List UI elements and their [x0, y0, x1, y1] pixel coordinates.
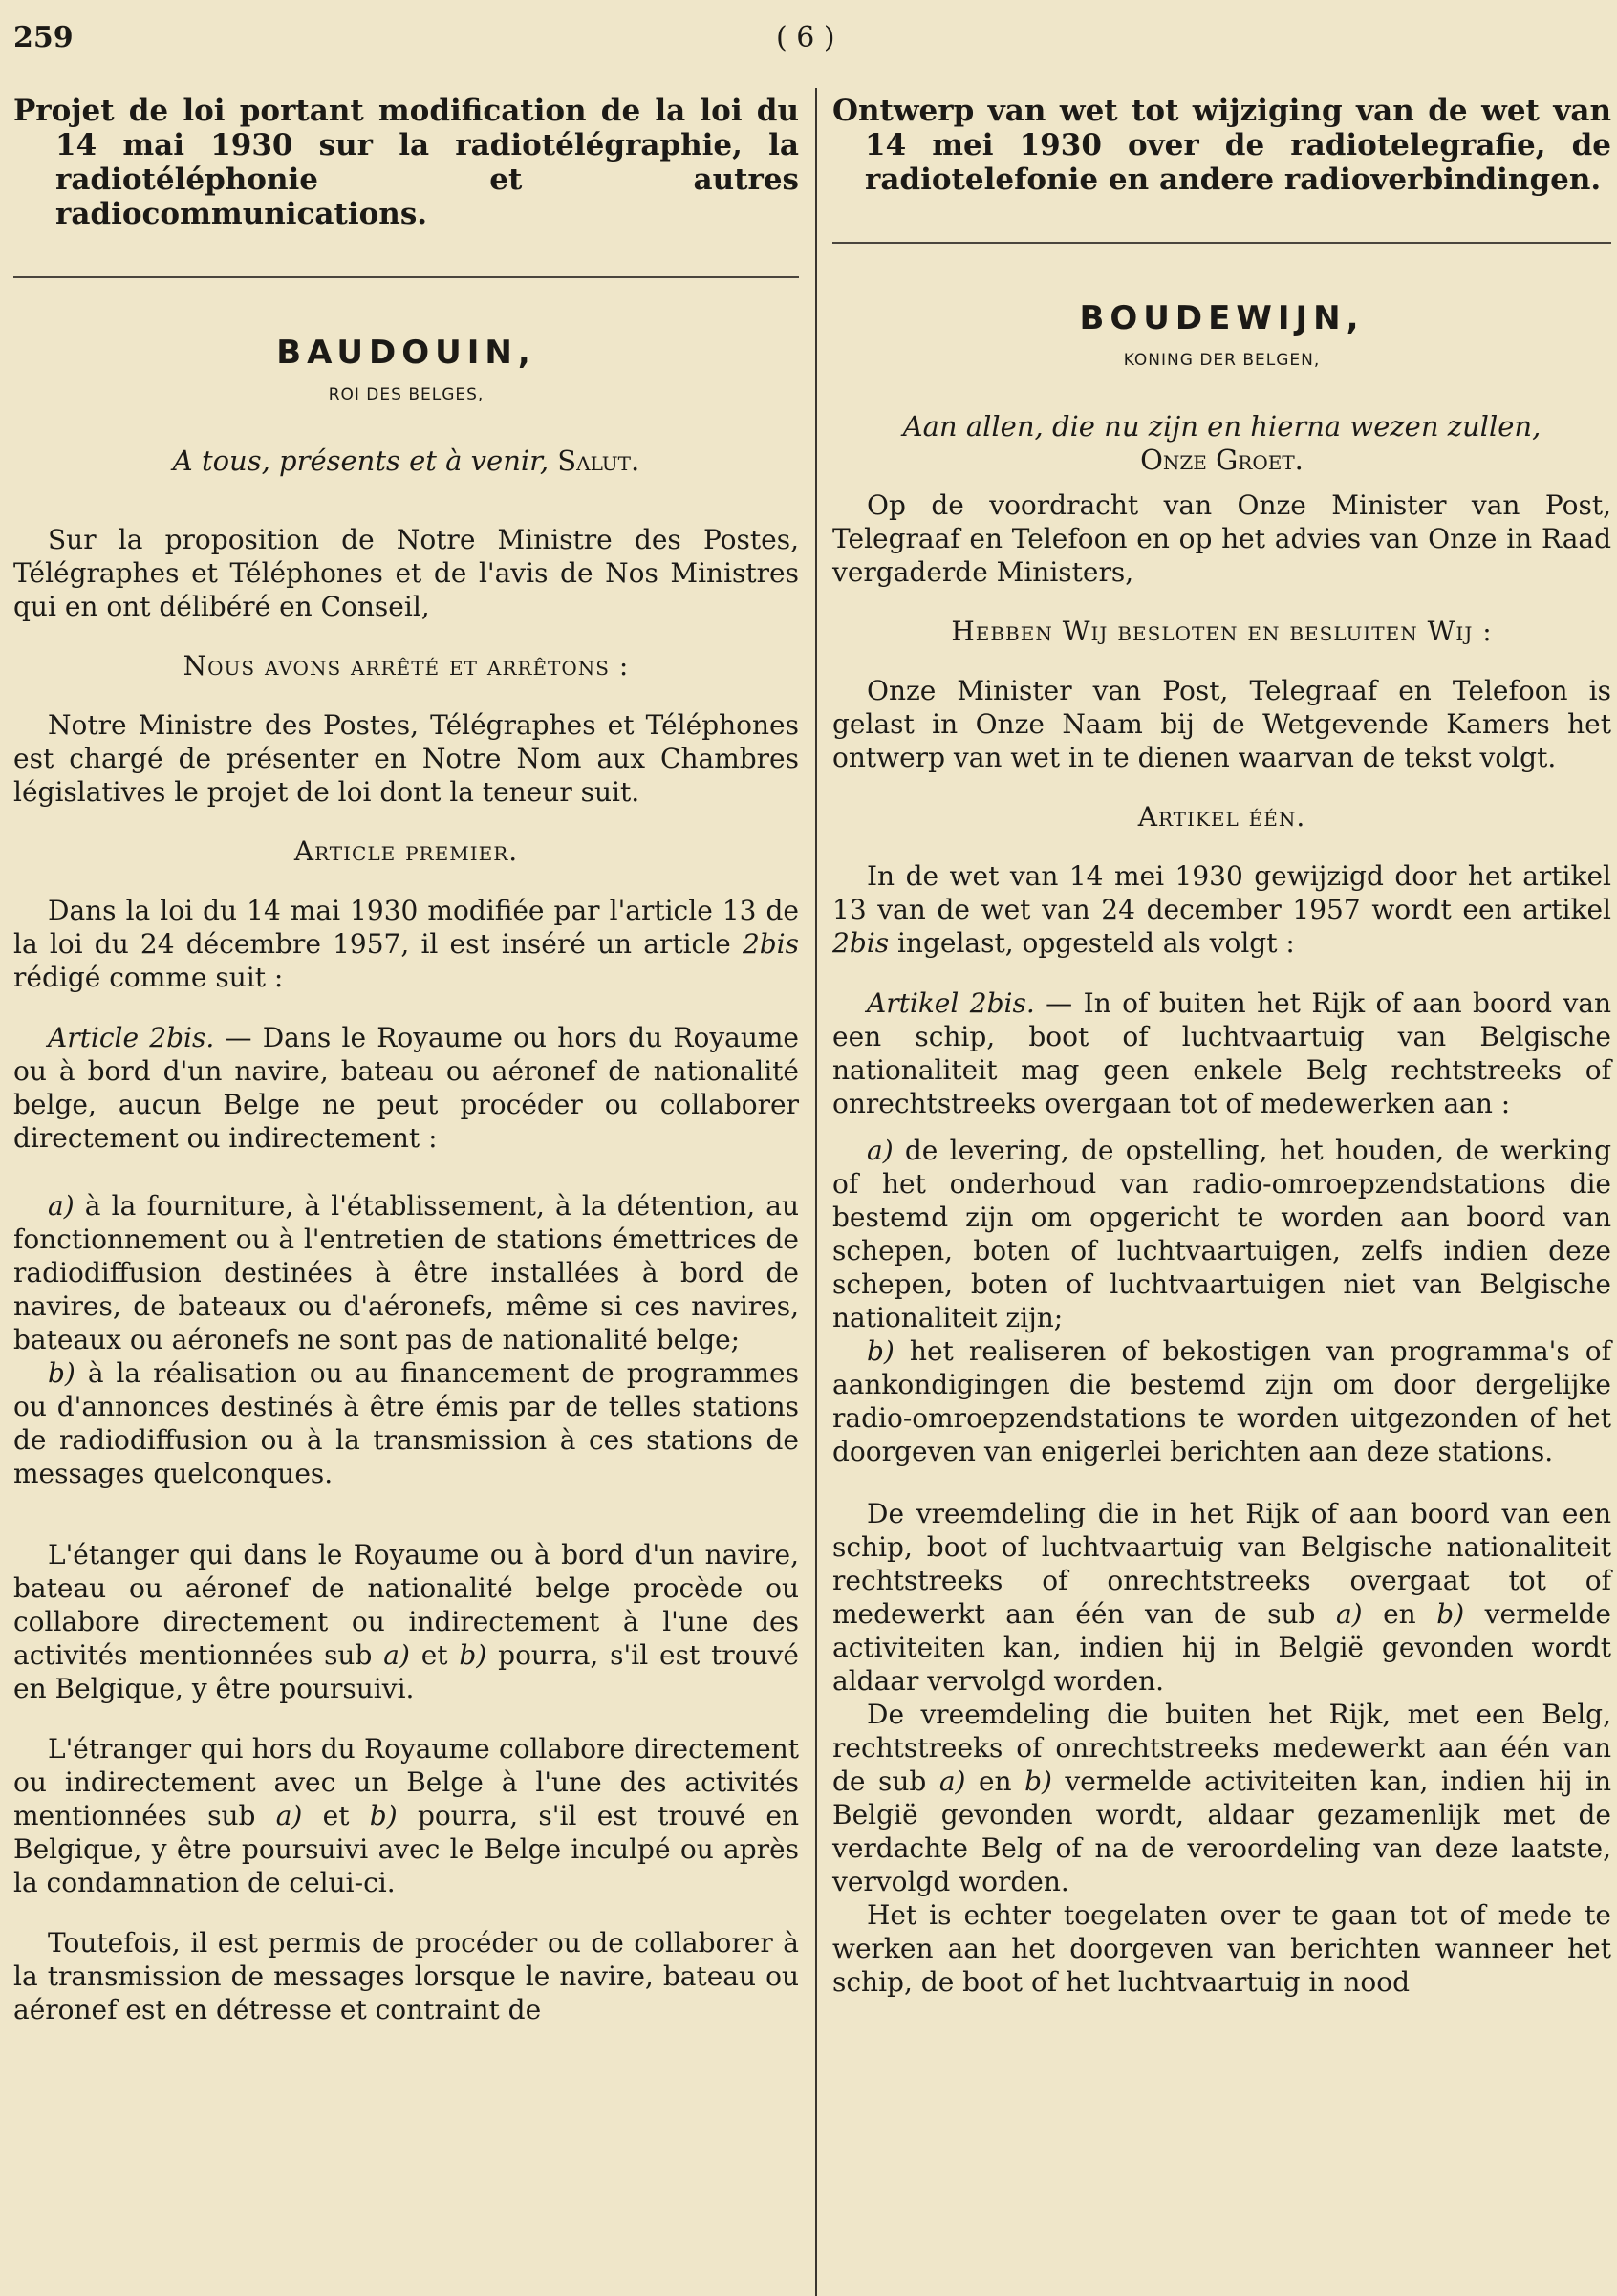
- article-heading-fr: Article premier.: [293, 835, 519, 867]
- bill-title-fr: Projet de loi portant modification de la loi du 14 mai 1930 sur la radiotélégraphie, la radiotéléphonie et autres radiocommunications.: [13, 94, 799, 231]
- title-rule-nl: [832, 242, 1611, 244]
- clause-b-fr: b) à la réalisation ou au financement de programmes ou d'annonces destinés à être émis par de telles stations de radiodiffusion ou à la transmission à ces stations de messages quelconques.: [13, 1357, 799, 1489]
- article-intro-nl: In de wet van 14 mei 1930 gewijzigd door het artikel 13 van de wet van 24 december 1957 wordt een artikel 2bis ingelast, opgesteld als volgt :: [832, 860, 1611, 959]
- exception-clause-nl: Het is echter toegelaten over te gaan tot of mede te werken aan het doorgeven van berichten wanneer het schip, de boot of het luchtvaartuig in nood: [832, 1899, 1611, 1998]
- decree-fr: Nous avons arrêté et arrêtons :: [183, 650, 630, 682]
- salutation-fr: A tous, présents et à venir, Salut.: [172, 444, 640, 477]
- article-intro-fr: Dans la loi du 14 mai 1930 modifiée par l'article 13 de la loi du 24 décembre 1957, il est inséré un article 2bis rédigé comme suit :: [13, 895, 799, 993]
- article-2bis-nl: Artikel 2bis. — In of buiten het Rijk of aan boord van een schip, boot of luchtvaartuig van Belgische nationaliteit mag geen enkele Belg rechtstreeks of onrechtstreeks overgaan tot of medewerken aan :: [832, 987, 1612, 1119]
- foreigner-clause-1-nl: De vreemdeling die in het Rijk of aan boord van een schip, boot of luchtvaartuig van Belgische nationaliteit rechtstreeks of onrechtstreeks overgaat tot of medewerkt aan één van de sub a) en b) vermelde activiteiten kan, indien hij in België gevonden wordt aldaar vervolgd worden.: [832, 1498, 1612, 1697]
- column-dutch: [832, 94, 1611, 1999]
- title-rule-fr: [13, 276, 799, 278]
- charge-fr: Notre Ministre des Postes, Télégraphes et Téléphones est chargé de présenter en Notre Nom aux Chambres législatives le projet de loi dont la teneur suit.: [13, 709, 799, 808]
- king-title-nl: KONING DER BELGEN,: [1123, 351, 1321, 370]
- article-heading-nl: Artikel één.: [1137, 801, 1306, 833]
- proposition-fr: Sur la proposition de Notre Ministre des Postes, Télégraphes et Téléphones et de l'avis de Nos Ministres qui en ont délibéré en Conseil,: [13, 524, 799, 622]
- charge-nl: Onze Minister van Post, Telegraaf en Telefoon is gelast in Onze Naam bij de Wetgevende Kamers het ontwerp van wet in te dienen waarvan de tekst volgt.: [832, 675, 1611, 773]
- page-number: 259: [13, 21, 74, 54]
- article-2bis-fr: Article 2bis. — Dans le Royaume ou hors du Royaume ou à bord d'un navire, bateau ou aéronef de nationalité belge, aucun Belge ne peut procéder ou collaborer directement ou indirectement :: [13, 1022, 799, 1154]
- king-name-nl: BOUDEWIJN,: [1079, 299, 1365, 337]
- salutation-nl: Aan allen, die nu zijn en hierna wezen zullen, Onze Groet.: [902, 410, 1542, 476]
- clause-a-nl: a) de levering, de opstelling, het houden, de werking of het onderhoud van radio-omroepzendstations die bestemd zijn om opgericht te worden aan boord van schepen, boten of luchtvaartuigen, zelfs indien deze schepen, boten of luchtvaartuigen niet van Belgische nationaliteit zijn;: [832, 1135, 1611, 1333]
- king-name-fr: BAUDOUIN,: [276, 334, 536, 372]
- bill-title-nl: Ontwerp van wet tot wijziging van de wet van 14 mei 1930 over de radiotelegrafie, de radiotelefonie en andere radioverbindingen.: [832, 94, 1611, 197]
- column-divider: [815, 88, 817, 2296]
- clause-b-nl: b) het realiseren of bekostigen van programma's of aankondigingen die bestemd zijn om door dergelijke radio-omroepzendstations te worden uitgezonden of het doorgeven van enigerlei berichten aan deze stations.: [832, 1335, 1611, 1467]
- column-french: [13, 94, 799, 2026]
- page-reference: ( 6 ): [776, 21, 835, 54]
- proposition-nl: Op de voordracht van Onze Minister van Post, Telegraaf en Telefoon en op het advies van Onze in Raad vergaderde Ministers,: [832, 489, 1611, 588]
- foreigner-clause-1-fr: L'étanger qui dans le Royaume ou à bord d'un navire, bateau ou aéronef de nationalité belge procède ou collabore directement ou indirectement à l'une des activités mentionnées sub a) et b) pourra, s'il est trouvé en Belgique, y être poursuivi.: [13, 1539, 799, 1704]
- exception-clause-fr: Toutefois, il est permis de procéder ou de collaborer à la transmission de messages lorsque le navire, bateau ou aéronef est en détresse et contraint de: [13, 1927, 799, 2025]
- clause-a-fr: a) à la fourniture, à l'établissement, à la détention, au fonctionnement ou à l'entretien de stations émettrices de radiodiffusion destinées à être installées à bord de navires, de bateaux ou d'aéronefs, même si ces navires, bateaux ou aéronefs ne sont pas de nationalité belge;: [13, 1190, 799, 1355]
- decree-nl: Hebben Wij besloten en besluiten Wij :: [951, 616, 1493, 647]
- foreigner-clause-2-nl: De vreemdeling die buiten het Rijk, met een Belg, rechtstreeks of onrechtstreeks medewerkt aan één van de sub a) en b) vermelde activiteiten kan, indien hij in België gevonden wordt, aldaar gezamenlijk met de verdachte Belg of na de veroordeling van deze laatste, vervolgd worden.: [832, 1699, 1611, 1897]
- foreigner-clause-2-fr: L'étranger qui hors du Royaume collabore directement ou indirectement avec un Belge à l'une des activités mentionnées sub a) et b) pourra, s'il est trouvé en Belgique, y être poursuivi avec le Belge inculpé ou après la condamnation de celui-ci.: [13, 1733, 800, 1898]
- king-title-fr: ROI DES BELGES,: [328, 385, 485, 404]
